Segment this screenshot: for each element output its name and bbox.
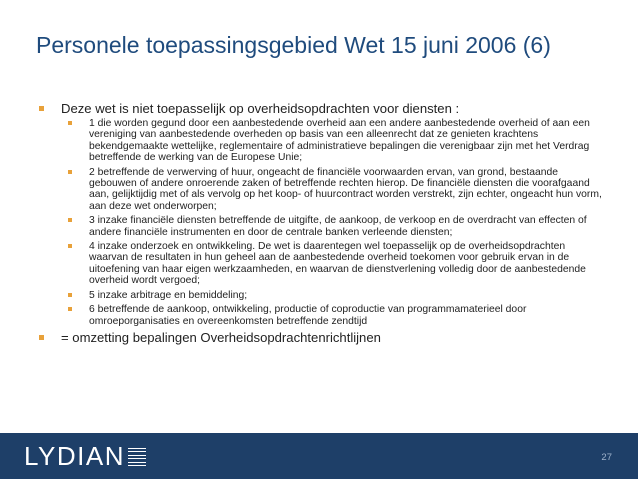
sub-bullet-text: 2 betreffende de verwerving of huur, ongeacht de financiële voorwaarden ervan, van grond, bestaande gebouwen of andere onroerende zaken of betreffende rechten hierop. De financiële diensten die voorafgaand aan, gelijktijdig met of als vervolg op het koop- of huurcontract worden verstrekt, zijn echter, ongeacht hun vorm, aan deze wet onderworpen;	[89, 166, 602, 212]
sub-bullet-text: 4 inzake onderzoek en ontwikkeling. De wet is daarentegen wel toepasselijk op de overheidsopdrachten waarvan de resultaten in hun geheel aan de aanbestedende overheid toekomen voor gebruik ervan in de uitoefening van haar eigen werkzaamheden, en waarvan de dienstverlening volledig door de aanbestedende overheid wordt vergoed;	[89, 241, 586, 287]
square-bullet-icon	[68, 121, 72, 125]
square-bullet-icon	[39, 106, 44, 111]
bullet-item-1	[36, 101, 606, 117]
square-bullet-icon	[68, 170, 72, 174]
slide-title: Personele toepassingsgebied Wet 15 juni 2006 (6)	[36, 32, 551, 58]
bullet-item-2	[36, 330, 606, 346]
square-bullet-icon	[68, 244, 72, 248]
square-bullet-icon	[68, 307, 72, 311]
square-bullet-icon	[68, 293, 72, 297]
sub-bullet-list	[68, 118, 606, 327]
sub-bullet-text: 3 inzake financiële diensten betreffende de uitgifte, de aankoop, de verkoop en de overdracht van effecten of andere financiële instrumenten en door de centrale banken verleende diensten;	[89, 215, 587, 238]
logo-text: LYDIAN	[24, 440, 125, 471]
page-number: 27	[601, 452, 612, 463]
square-bullet-icon	[39, 335, 44, 340]
logo-lines-icon	[128, 448, 146, 467]
bullet-text: = omzetting bepalingen Overheidsopdrachtenrichtlijnen	[61, 329, 381, 345]
lydian-logo	[24, 441, 146, 471]
square-bullet-icon	[68, 218, 72, 222]
sub-bullet-text: 1 die worden gegund door een aanbestedende overheid aan een andere aanbestedende overheid of aan een vereniging van aanbestedende overheden op basis van een alleenrecht dat ze genieten krachtens bekendgemaakte wettelijke, reglementaire of administratieve bepalingen die verenigbaar zijn met het Verdrag betreffende de werking van de Europese Unie;	[89, 118, 590, 164]
sub-bullet-item-3	[68, 215, 606, 238]
sub-bullet-item-4	[68, 241, 606, 287]
sub-bullet-item-5	[68, 290, 606, 301]
sub-bullet-text: 5 inzake arbitrage en bemiddeling;	[89, 289, 248, 301]
sub-bullet-item-6	[68, 304, 606, 327]
sub-bullet-item-2	[68, 167, 606, 213]
sub-bullet-text: 6 betreffende de aankoop, ontwikkeling, productie of coproductie van programmamaterieel door omroeporganisaties en overeenkomsten betreffende zendtijd	[89, 304, 527, 327]
sub-bullet-item-1	[68, 118, 606, 164]
bullet-text: Deze wet is niet toepasselijk op overheidsopdrachten voor diensten :	[61, 101, 460, 116]
slide-content	[36, 101, 606, 347]
footer-bar	[0, 433, 638, 479]
